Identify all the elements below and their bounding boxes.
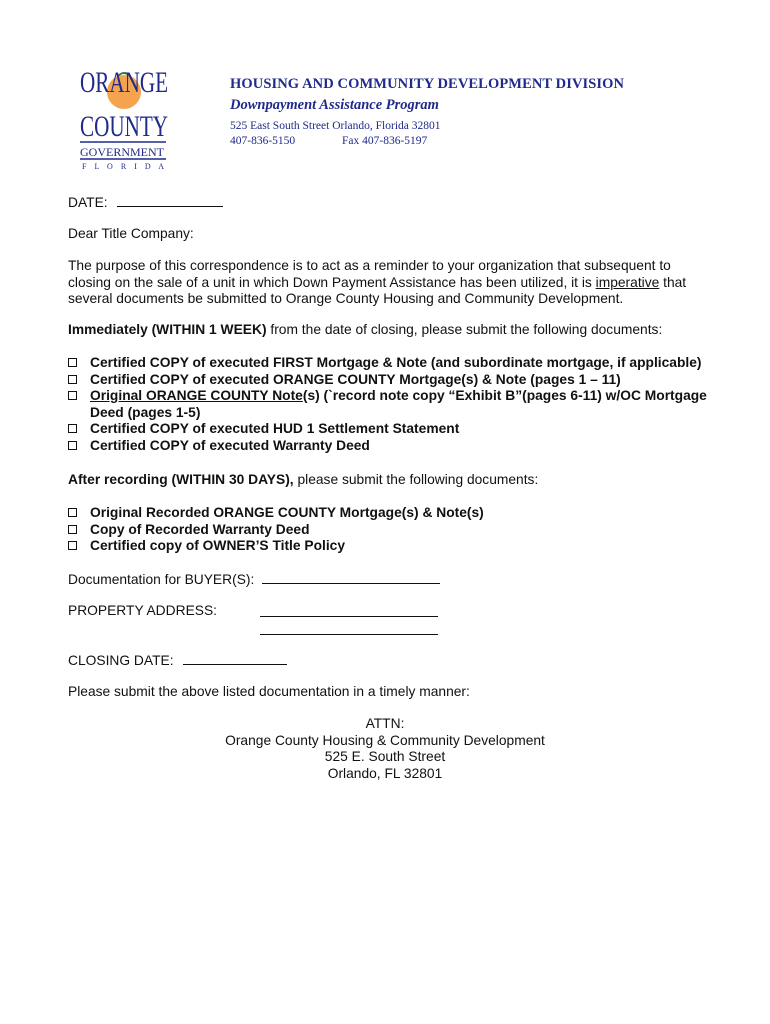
section1-checklist	[68, 355, 718, 455]
checkbox[interactable]	[68, 525, 77, 534]
orange-county-logo	[78, 64, 170, 172]
checklist-item	[68, 388, 718, 421]
section1-lead: Immediately (WITHIN 1 WEEK)	[68, 322, 267, 337]
property-label: PROPERTY ADDRESS:	[68, 603, 218, 618]
attn-org: Orange County Housing & Community Development	[225, 732, 545, 748]
salutation: Dear Title Company:	[68, 226, 194, 241]
phone-fax-line	[230, 134, 624, 149]
letterhead	[230, 76, 624, 149]
program-title: Downpayment Assistance Program	[230, 97, 439, 113]
checkbox[interactable]	[68, 508, 77, 517]
date-field[interactable]	[117, 194, 223, 207]
intro-text-1: The purpose of this correspondence is to act as a reminder to your organization that subsequent to closing on the sale of a unit in which Down Payment Assistance has been utilized, it is	[68, 258, 671, 290]
closing-date-label: CLOSING DATE:	[68, 653, 174, 668]
checklist-item	[68, 421, 718, 438]
property-address-field-1[interactable]	[260, 604, 438, 617]
checkbox[interactable]	[68, 441, 77, 450]
checklist-item-text: (s) (`record note copy “Exhibit B”(pages 6-11) w/OC Mortgage Deed (pages 1-5)	[90, 388, 707, 420]
closing-request: Please submit the above listed documentation in a timely manner:	[68, 684, 470, 699]
section2-lead: After recording (WITHIN 30 DAYS),	[68, 472, 294, 487]
logo-text-county: COUNTY	[80, 110, 168, 143]
attn-street: 525 E. South Street	[324, 749, 446, 765]
checkbox[interactable]	[68, 375, 77, 384]
logo-text-orange: ORANGE	[80, 66, 168, 99]
checklist-item-text: Copy of Recorded Warranty Deed	[90, 521, 310, 537]
checklist-item	[68, 538, 718, 555]
checklist-item-text: Certified copy of OWNER’S Title Policy	[90, 538, 346, 554]
attn-city: Orlando, FL 32801	[327, 765, 443, 781]
letterhead-address	[230, 119, 624, 149]
closing-date-field[interactable]	[183, 652, 287, 665]
checklist-item-text: Certified COPY of executed FIRST Mortgage & Note (and subordinate mortgage, if applicable)	[90, 355, 702, 370]
checklist-item	[68, 372, 718, 389]
fax-number: Fax 407-836-5197	[342, 135, 428, 147]
section2-checklist	[68, 505, 718, 555]
checklist-item-text: Certified COPY of executed HUD 1 Settlement Statement	[90, 421, 460, 437]
date-label: DATE:	[68, 195, 108, 210]
checklist-item	[68, 438, 718, 455]
logo-text-government: GOVERNMENT	[80, 145, 165, 159]
checklist-item-text: Original Recorded ORANGE COUNTY Mortgage(s) & Note(s)	[90, 505, 484, 520]
intro-paragraph	[68, 258, 708, 308]
checklist-item-text: Certified COPY of executed Warranty Deed	[90, 437, 370, 453]
street-address: 525 East South Street Orlando, Florida 32801	[230, 120, 441, 132]
section2-rest: please submit the following documents:	[293, 472, 539, 487]
property-address-field-2[interactable]	[260, 622, 438, 635]
section1-heading	[68, 322, 662, 339]
checklist-item	[68, 355, 718, 372]
section1-rest: from the date of closing, please submit the following documents:	[266, 322, 663, 337]
phone-number: 407-836-5150	[230, 135, 296, 147]
checkbox[interactable]	[68, 541, 77, 550]
logo-text-florida: F L O R I D A	[82, 162, 164, 171]
attn-label: ATTN:	[365, 716, 405, 731]
attn-block	[0, 716, 770, 782]
division-title: HOUSING AND COMMUNITY DEVELOPMENT DIVISION	[230, 76, 625, 92]
date-row	[68, 194, 223, 212]
buyers-label: Documentation for BUYER(S):	[68, 572, 255, 587]
intro-emphasis: imperative	[595, 274, 660, 290]
section2-heading	[68, 472, 538, 489]
intro-text-2: that several documents be submitted to Orange County Housing and Community Development.	[68, 274, 687, 307]
checklist-item-text: Certified COPY of executed ORANGE COUNTY Mortgage(s) & Note (pages 1 – 11)	[90, 371, 621, 387]
checklist-item	[68, 505, 718, 522]
checkbox[interactable]	[68, 424, 77, 433]
checklist-item-underlined: Original ORANGE COUNTY Note	[90, 388, 303, 404]
closing-date-row	[68, 652, 287, 670]
checklist-item	[68, 522, 718, 539]
checkbox[interactable]	[68, 391, 77, 400]
checkbox[interactable]	[68, 358, 77, 367]
buyers-row	[68, 571, 440, 589]
buyers-field[interactable]	[262, 571, 440, 584]
